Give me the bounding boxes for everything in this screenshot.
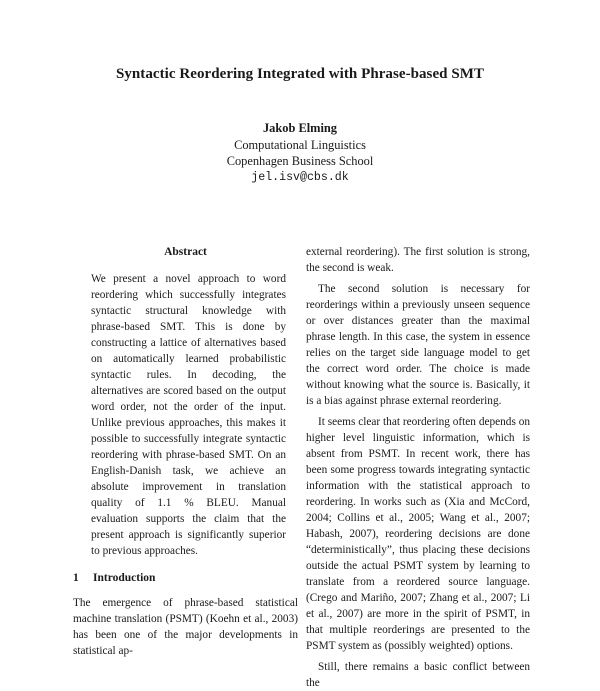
left-column: [73, 244, 298, 659]
author-department: Computational Linguistics: [234, 137, 366, 152]
abstract-heading: Abstract: [164, 246, 207, 258]
continued-paragraph: external reordering). The first solution is strong, the second is weak.: [306, 246, 530, 274]
intro-paragraph: The emergence of phrase-based statistical machine translation (PSMT) (Koehn et al., 2003) has been one of the major developments in statistical ap-: [73, 597, 298, 657]
author-block: [0, 120, 600, 186]
author-name: Jakob Elming: [262, 121, 338, 135]
paper-title: Syntactic Reordering Integrated with Phrase-based SMT: [115, 66, 485, 82]
body-paragraph: Still, there remains a basic conflict between the: [306, 661, 530, 689]
abstract-body: We present a novel approach to word reordering which successfully integrates syntactic structural knowledge with phrase-based SMT. This is done by constructing a lattice of alternatives based on automatically learned probabilistic syntactic rules. In decoding, the alternatives are scored based on the output word order, not the order of the input. Unlike previous approaches, this makes it possible to successfully integrate syntactic reordering with phrase-based SMT. On an English-Danish task, we achieve an absolute improvement in translation quality of 1.1 % BLEU. Manual evaluation supports the claim that the present approach is significantly superior to previous approaches.: [91, 273, 286, 557]
right-column: [306, 244, 530, 691]
author-email[interactable]: jel.isv@cbs.dk: [251, 170, 349, 184]
section-title: Introduction: [93, 572, 156, 584]
section-number: 1: [73, 572, 79, 584]
section-heading-introduction: [73, 570, 298, 586]
body-paragraph: The second solution is necessary for reorderings within a previously unseen sequence or over distances greater than the maximal phrase length. In this case, the system in essence relies on the target side language model to get the correct word order. The choice is made without knowing what the source is. Basically, it is a bias against phrase external reordering.: [306, 283, 530, 407]
body-paragraph: It seems clear that reordering often depends on higher level linguistic information, which is absent from PSMT. In recent work, there has been some progress towards integrating syntactic information with the statistical approach to reordering. In works such as (Xia and McCord, 2004; Collins et al., 2005; Wang et al., 2007; Habash, 2007), reordering decisions are done “deterministically”, thus placing these decisions outside the actual PSMT system by learning to translate from a reordered source language. (Crego and Mariño, 2007; Zhang et al., 2007; Li et al., 2007) are more in the spirit of PSMT, in that multiple reorderings are presented to the PSMT system as (possibly weighted) options.: [306, 416, 530, 652]
author-institution: Copenhagen Business School: [226, 154, 374, 169]
